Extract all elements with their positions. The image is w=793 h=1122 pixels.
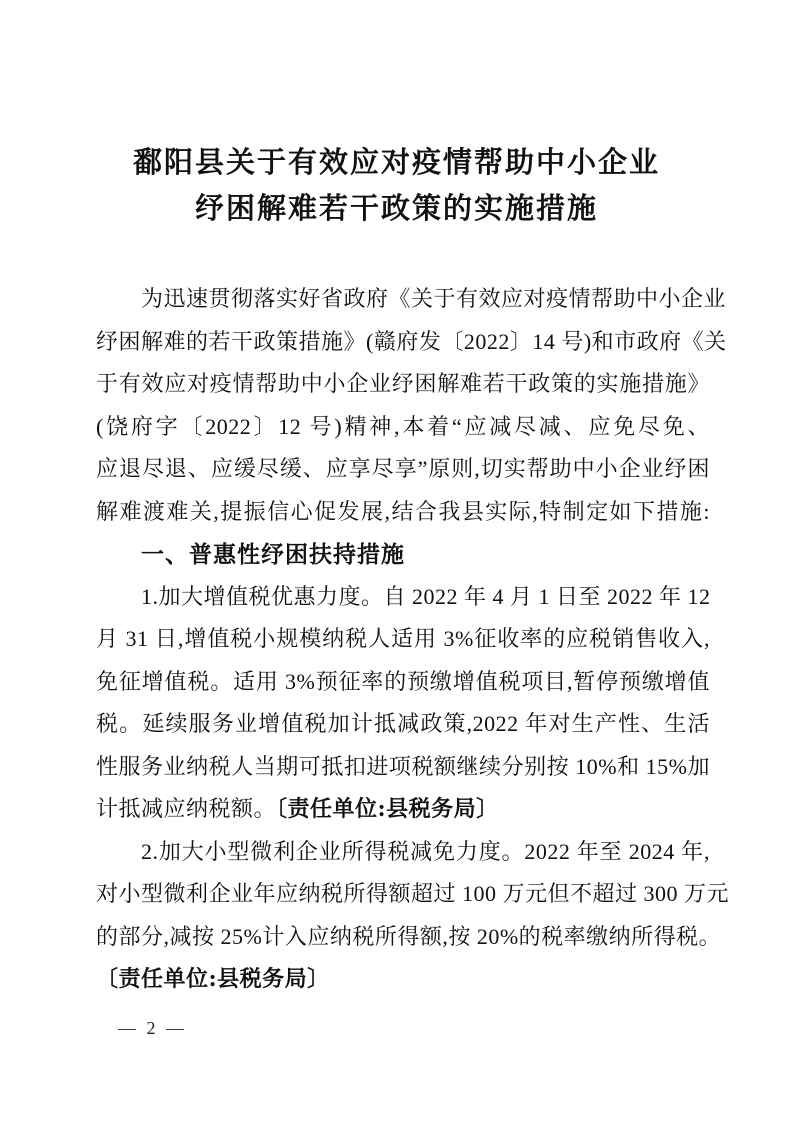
- intro-line: 纾困解难的若干政策措施》(赣府发〔2022〕14 号)和市政府《关: [96, 328, 727, 354]
- policy-item1-last-line: [96, 788, 710, 831]
- section-heading: 一、普惠性纾困扶持措施: [141, 541, 405, 567]
- responsibility-unit-label: 〔责任单位:县税务局〕: [96, 966, 330, 992]
- page-number: — 2 —: [118, 1018, 187, 1038]
- policy-item2-line: 的部分,减按 25%计入应纳税所得额,按 20%的税率缴纳所得税。: [96, 923, 722, 949]
- policy-item1-line: 1.加大增值税优惠力度。自 2022 年 4 月 1 日至 2022 年 12: [141, 583, 711, 609]
- policy-item1-line: 免征增值税。适用 3%预征率的预缴增值税项目,暂停预缴增值: [96, 668, 710, 694]
- intro-line: (饶府字〔2022〕12 号)精神,本着“应减尽减、应免尽免、: [96, 413, 710, 439]
- responsibility-unit-label: 〔责任单位:县税务局〕: [276, 796, 499, 822]
- policy-item1-line: 月 31 日,增值税小规模纳税人适用 3%征收率的应税销售收入,: [96, 626, 710, 651]
- intro-line: 为迅速贯彻落实好省政府《关于有效应对疫情帮助中小企业: [141, 286, 727, 311]
- intro-line: 于有效应对疫情帮助中小企业纾困解难若干政策的实施措施》: [96, 371, 710, 396]
- policy-item1-tail-text: 计抵减应纳税额。: [96, 796, 277, 821]
- intro-line: 解难渡难关,提振信心促发展,结合我县实际,特制定如下措施:: [96, 498, 710, 524]
- policy-item2-line: 对小型微利企业年应纳税所得额超过 100 万元但不超过 300 万元: [96, 881, 730, 906]
- policy-item2-line: 2.加大小型微利企业所得税减免力度。2022 年至 2024 年,: [141, 838, 710, 864]
- document-title-line1: 鄱阳县关于有效应对疫情帮助中小企业: [132, 147, 660, 179]
- policy-item1-line: 性服务业纳税人当期可抵扣进项税额继续分别按 10%和 15%加: [96, 753, 710, 779]
- intro-line: 应退尽退、应缓尽缓、应享尽享”原则,切实帮助中小企业纾困: [96, 456, 710, 481]
- document-body: [0, 278, 793, 1001]
- document-title-line2: 纾困解难若干政策的实施措施: [194, 193, 598, 225]
- document-title: [0, 0, 793, 232]
- policy-item1-line: 税。延续服务业增值税加计抵减政策,2022 年对生产性、生活: [96, 711, 710, 736]
